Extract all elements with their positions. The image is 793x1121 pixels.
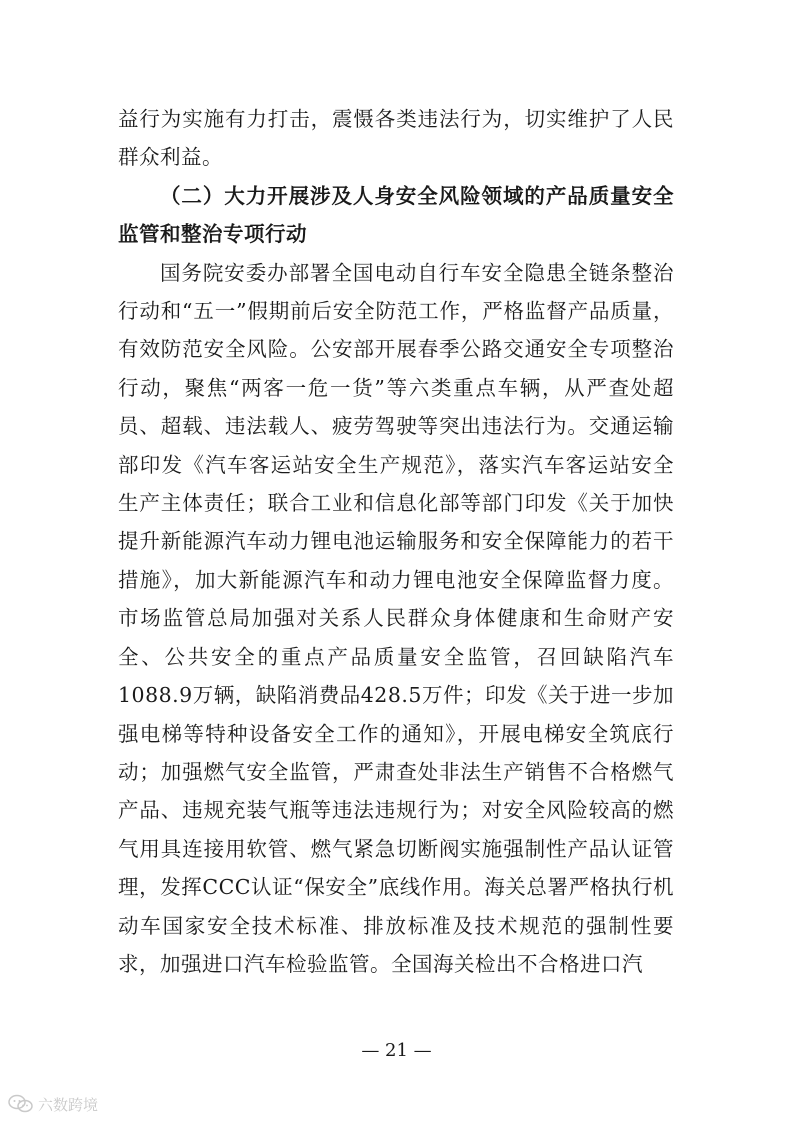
watermark — [8, 1092, 98, 1116]
wechat-logo-icon — [8, 1094, 34, 1114]
paragraph-body: 国务院安委办部署全国电动自行车安全隐患全链条整治行动和“五一”假期前后安全防范工作，严格监督产品质量，有效防范安全风险。公安部开展春季公路交通安全专项整治行动，聚焦“两客一危一货”等六类重点车辆，从严查处超员、超载、违法载人、疲劳驾驶等突出违法行为。交通运输部印发《汽车客运站安全生产规范》，落实汽车客运站安全生产主体责任；联合工业和信息化部等部门印发《关于加快提升新能源汽车动力锂电池运输服务和安全保障能力的若干措施》，加大新能源汽车和动力锂电池安全保障监督力度。市场监管总局加强对关系人民群众身体健康和生命财产安全、公共安全的重点产品质量安全监管，召回缺陷汽车1088.9万辆，缺陷消费品428.5万件；印发《关于进一步加强电梯等特种设备安全工作的通知》，开展电梯安全筑底行动；加强燃气安全监管，严肃查处非法生产销售不合格燃气产品、违规充装气瓶等违法违规行为；对安全风险较高的燃气用具连接用软管、燃气紧急切断阀实施强制性产品认证管理，发挥CCC认证“保安全”底线作用。海关总署严格执行机动车国家安全技术标准、排放标准及技术规范的强制性要求，加强进口汽车检验监管。全国海关检出不合格进口汽 — [118, 260, 674, 976]
document-body — [118, 100, 674, 983]
watermark-text: 六数跨境 — [38, 1095, 99, 1114]
section-heading: （二）大力开展涉及人身安全风险领域的产品质量安全监管和整治专项行动 — [118, 183, 674, 247]
page-number: — 21 — — [361, 1040, 432, 1061]
paragraph-continuation: 益行为实施有力打击，震慑各类违法行为，切实维护了人民群众利益。 — [118, 107, 674, 170]
